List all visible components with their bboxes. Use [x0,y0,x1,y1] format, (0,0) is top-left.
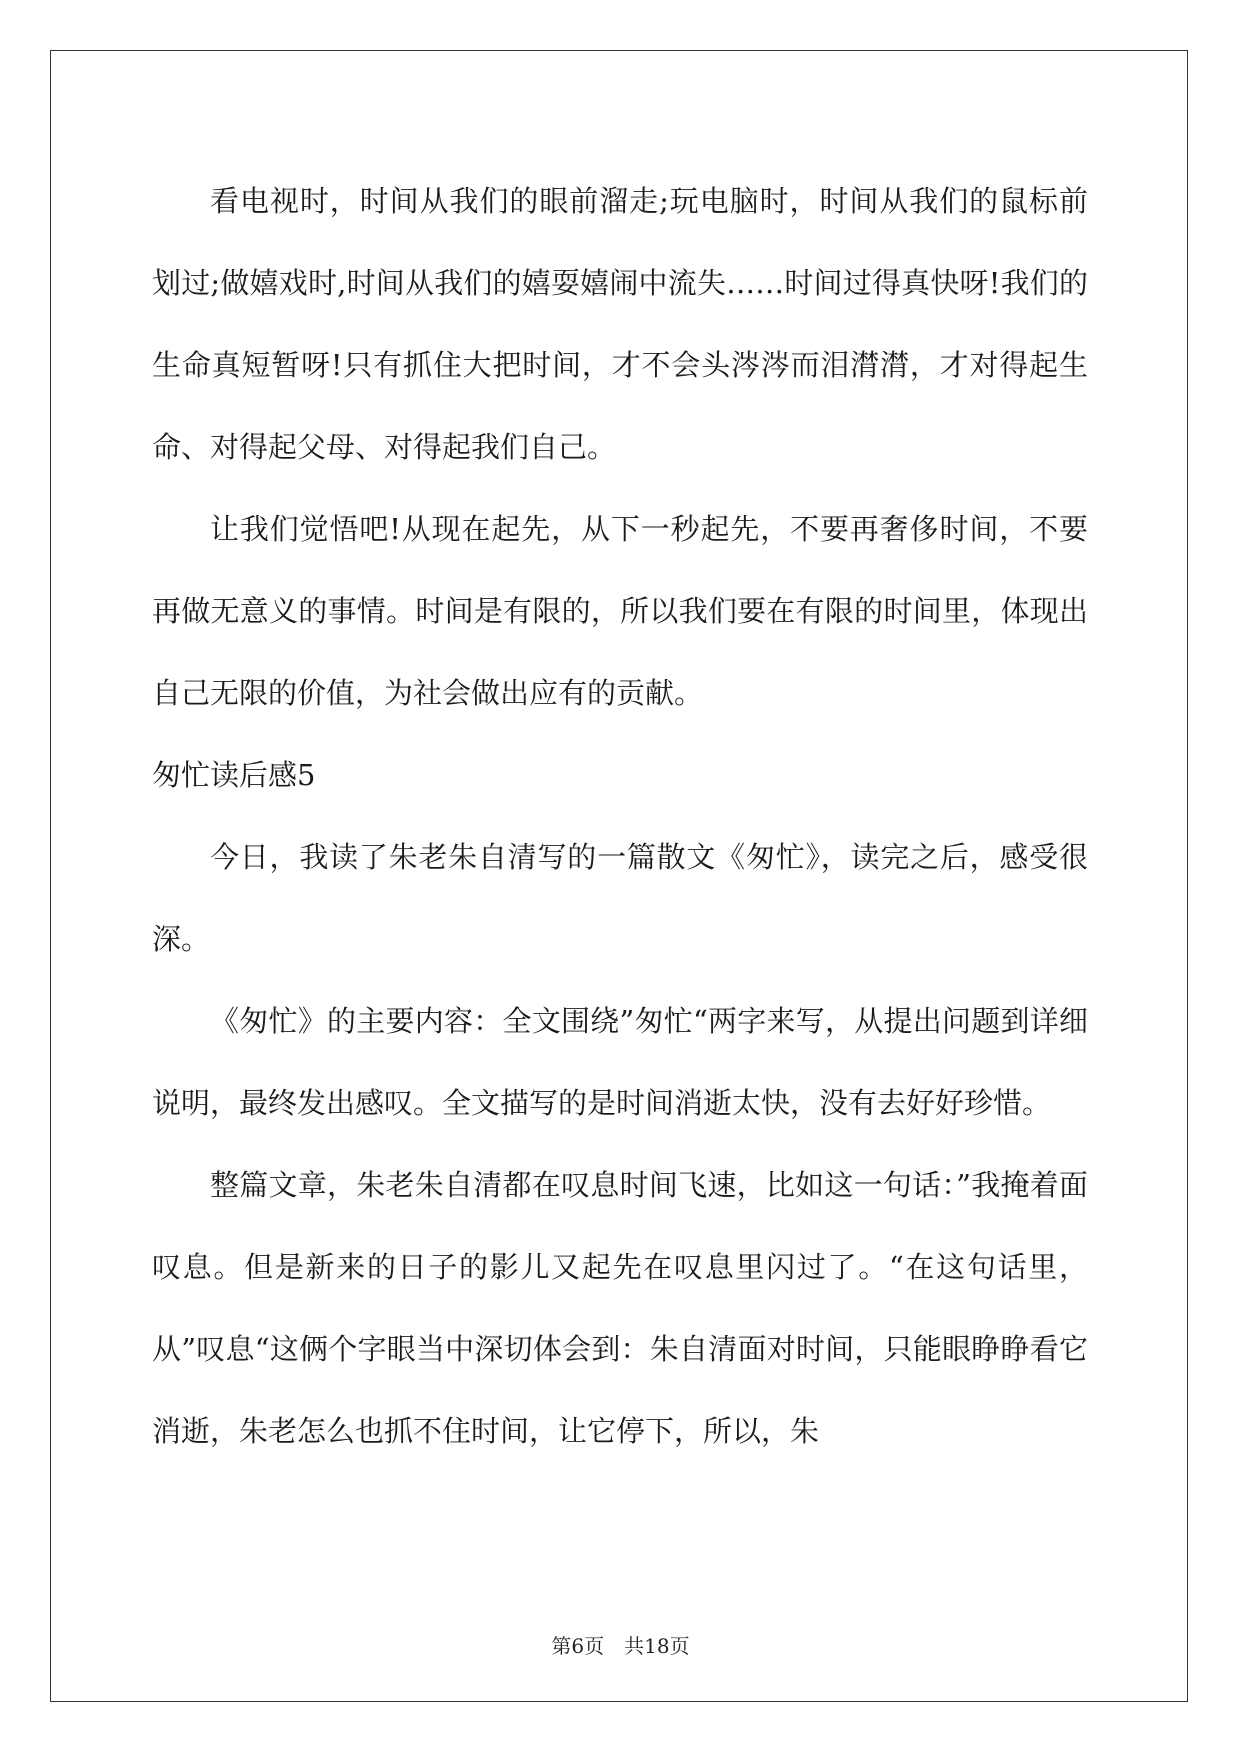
paragraph-2: 让我们觉悟吧!从现在起先，从下一秒起先，不要再奢侈时间，不要再做无意义的事情。时间是有限的，所以我们要在有限的时间里，体现出自己无限的价值，为社会做出应有的贡献。 [152,512,1088,710]
page-number-footer: 第6页 共18页 [551,1634,690,1658]
paragraph-3: 今日，我读了朱老朱自清写的一篇散文《匆忙》，读完之后，感受很深。 [152,840,1088,956]
paragraph-5: 整篇文章，朱老朱自清都在叹息时间飞速，比如这一句话：”我掩着面叹息。但是新来的日子的影儿又起先在叹息里闪过了。“在这句话里，从”叹息“这俩个字眼当中深切体会到：朱自清面对时间，只能眼睁睁看它消逝，朱老怎么也抓不住时间，让它停下，所以，朱 [152,1168,1088,1448]
paragraph-4: 《匆忙》的主要内容：全文围绕”匆忙“两字来写，从提出问题到详细说明，最终发出感叹。全文描写的是时间消逝太快，没有去好好珍惜。 [152,1004,1088,1120]
section-heading: 匆忙读后感5 [152,758,316,792]
document-body [152,160,1088,1472]
paragraph-1: 看电视时，时间从我们的眼前溜走;玩电脑时，时间从我们的鼠标前划过;做嬉戏时,时间从我们的嬉耍嬉闹中流失……时间过得真快呀!我们的生命真短暂呀!只有抓住大把时间，才不会头涔涔而泪潸潸，才对得起生命、对得起父母、对得起我们自己。 [152,184,1088,464]
